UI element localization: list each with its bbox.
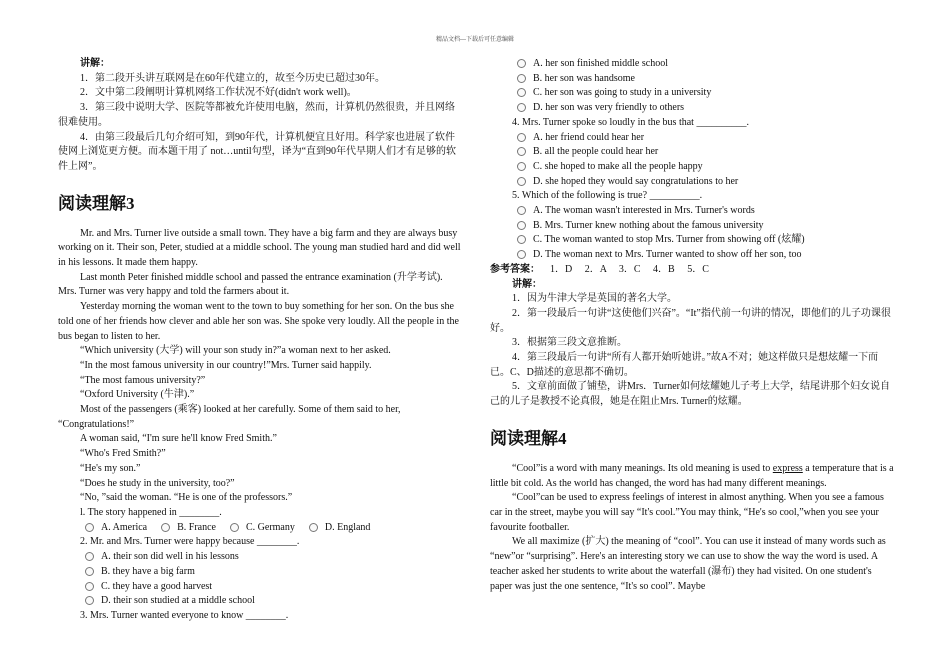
q5-option-d[interactable]: D. The woman next to Mrs. Turner wanted to show off her son, too — [490, 248, 895, 263]
q3-option-b[interactable]: B. her son was handsome — [490, 72, 895, 87]
q3-option-c[interactable]: C. her son was going to study in a university — [490, 86, 895, 101]
q1-option-c[interactable]: C. Germany — [230, 521, 295, 536]
q2-option-d[interactable]: D. their son studied at a middle school — [58, 594, 462, 609]
explanation-title: 讲解： — [512, 278, 542, 290]
passage-paragraph: “Cool”is a word with many meanings. Its old meaning is used to express a temperature that is a little bit cold. As the world has changed, the word has had many different meanings. — [490, 462, 894, 489]
q5-option-a[interactable]: A. The woman wasn't interested in Mrs. Turner's words — [490, 204, 895, 219]
passage-paragraph: “In the most famous university in our country!”Mrs. Turner said happily. — [80, 359, 372, 371]
explanation-item: 5．文章前面做了铺垫，讲Mrs．Turner如何炫耀她儿子考上大学，结尾讲那个妇女说自己的儿子是教授不论真假，她是在阻止Mrs. Turner的炫耀。 — [490, 381, 890, 408]
page-header: 精品文档---下载后可任意编辑 — [436, 37, 514, 43]
passage-paragraph: “The most famous university?” — [80, 374, 206, 386]
answer-label: 参考答案： — [490, 263, 540, 275]
passage-paragraph: “Who's Fred Smith?” — [80, 448, 166, 460]
explanation-item: 1．第二段开头讲互联网是在60年代建立的，故至今历史已超过30年。 — [80, 72, 385, 84]
radio-button-icon[interactable] — [85, 582, 94, 591]
explanation-item: 3．根据第三段文意推断。 — [512, 337, 627, 349]
passage-paragraph: “Cool”can be used to express feelings of interest in almost anything. When you see a famous car in the street, maybe you will say “It's cool.”You may think, “He's so cool,”when you see your favourite footballer. — [490, 492, 884, 533]
section-title-reading-3: 阅读理解3 — [58, 193, 135, 213]
q4-option-d[interactable]: D. she hoped they would say congratulations to her — [490, 175, 895, 190]
q5-option-b[interactable]: B. Mrs. Turner knew nothing about the famous university — [490, 219, 895, 234]
q2-option-c[interactable]: C. they have a good harvest — [58, 580, 462, 595]
radio-button-icon[interactable] — [517, 162, 526, 171]
passage-paragraph: We all maximize (扩大) the meaning of “cool”. You can use it instead of many words such as “new”or “surprising”. Here's an interesting story we can use to show the way the word is used. A teacher asked her students to write about the waterfall (瀑布) they had visited. On one student's paper was just the one sentence, “It's so cool”. Maybe — [490, 536, 886, 592]
radio-button-icon[interactable] — [85, 567, 94, 576]
passage-paragraph: Most of the passengers (乘客) looked at her carefully. Some of them said to her, “Congratulations!” — [58, 404, 401, 430]
radio-button-icon[interactable] — [85, 523, 94, 532]
q4-option-c[interactable]: C. she hoped to make all the people happy — [490, 160, 895, 175]
q5-option-c[interactable]: C. The woman wanted to stop Mrs. Turner from showing off (炫耀) — [490, 233, 895, 248]
passage-paragraph: Last month Peter finished middle school and passed the entrance examination (升学考试). Mrs. Turner was very happy and told the farmers about it. — [58, 271, 443, 298]
q3-option-d[interactable]: D. her son was very friendly to others — [490, 101, 895, 116]
question-4: 4. Mrs. Turner spoke so loudly in the bus that __________. — [512, 116, 749, 128]
question-2: 2. Mr. and Mrs. Turner were happy because ________. — [80, 536, 300, 548]
explanation-item: 1．因为牛津大学是英国的著名大学。 — [512, 293, 677, 305]
passage-paragraph: “Oxford University (牛津).” — [80, 389, 195, 401]
underlined-word: express — [772, 462, 803, 474]
passage-paragraph: Yesterday morning the woman went to the town to buy something for her son. On the bus she told one of her friends how clever and able her son was. She spoke very loudly. All the people in the bus began to listen to her. — [58, 301, 459, 342]
question-1: l. The story happened in ________. — [80, 506, 222, 518]
explanation-item: 4．由第三段最后几句介绍可知，到90年代，计算机便宜且好用。科学家也进展了软件使网上浏览更方便。而本题干用了 not…until句型，译为“直到90年代早期人们才有足够的软件上网”。 — [58, 131, 457, 172]
explanation-item: 2．第一段最后一句讲“这使他们兴奋”。“It”指代前一句讲的情况，即他们的儿子功课很好。 — [490, 307, 891, 334]
question-3: 3. Mrs. Turner wanted everyone to know ________. — [80, 609, 289, 621]
q2-option-b[interactable]: B. they have a big farm — [58, 565, 462, 580]
q3-option-a[interactable]: A. her son finished middle school — [490, 57, 895, 72]
q2-option-a[interactable]: A. their son did well in his lessons — [58, 550, 462, 565]
q4-option-a[interactable]: A. her friend could hear her — [490, 131, 895, 146]
passage-paragraph: Mr. and Mrs. Turner live outside a small town. They have a big farm and they are always busy working on it. Their son, Peter, studied at a middle school. The young man studied hard and did well in his lessons. It made them happy. — [58, 227, 461, 269]
passage-paragraph: A woman said, “I'm sure he'll know Fred Smith.” — [80, 433, 277, 445]
question-1-options — [58, 521, 462, 536]
section-title-reading-4: 阅读理解4 — [490, 428, 567, 448]
left-column — [58, 57, 462, 624]
answer-values: 1．D 2．A 3．C 4．B 5．C — [540, 263, 709, 275]
explanation-title: 讲解： — [80, 58, 110, 69]
answer-key — [490, 263, 895, 278]
radio-button-icon[interactable] — [517, 59, 526, 68]
q1-option-d[interactable]: D. England — [309, 521, 371, 536]
radio-button-icon[interactable] — [517, 177, 526, 186]
passage-paragraph: “No, ”said the woman. “He is one of the professors.” — [80, 492, 293, 504]
q4-option-b[interactable]: B. all the people could hear her — [490, 145, 895, 160]
radio-button-icon[interactable] — [517, 74, 526, 83]
explanation-item: 3．第三段中说明大学、医院等都被允许使用电脑，然而，计算机仍然很贵，并且网络很难使用。 — [58, 102, 455, 128]
radio-button-icon[interactable] — [309, 523, 318, 532]
explanation-item: 2．文中第二段阐明计算机网络工作状况不好(didn't work well)。 — [80, 87, 357, 99]
radio-button-icon[interactable] — [517, 221, 526, 230]
radio-button-icon[interactable] — [517, 206, 526, 215]
right-column — [490, 57, 895, 594]
passage-paragraph: “Which university (大学) will your son study in?”a woman next to her asked. — [80, 345, 391, 357]
passage-paragraph: “He's my son.” — [80, 462, 141, 474]
radio-button-icon[interactable] — [161, 523, 170, 532]
q1-option-a[interactable]: A. America — [85, 521, 147, 536]
q1-option-b[interactable]: B. France — [161, 521, 216, 536]
explanation-item: 4．第三段最后一句讲“所有人都开始听她讲。”故A不对；她这样做只是想炫耀一下而已。C、D描述的意思都不确切。 — [490, 352, 879, 378]
radio-button-icon[interactable] — [517, 133, 526, 142]
passage-paragraph: “Does he study in the university, too?” — [80, 477, 235, 489]
question-5: 5. Which of the following is true? __________. — [512, 190, 703, 202]
radio-button-icon[interactable] — [230, 523, 239, 532]
